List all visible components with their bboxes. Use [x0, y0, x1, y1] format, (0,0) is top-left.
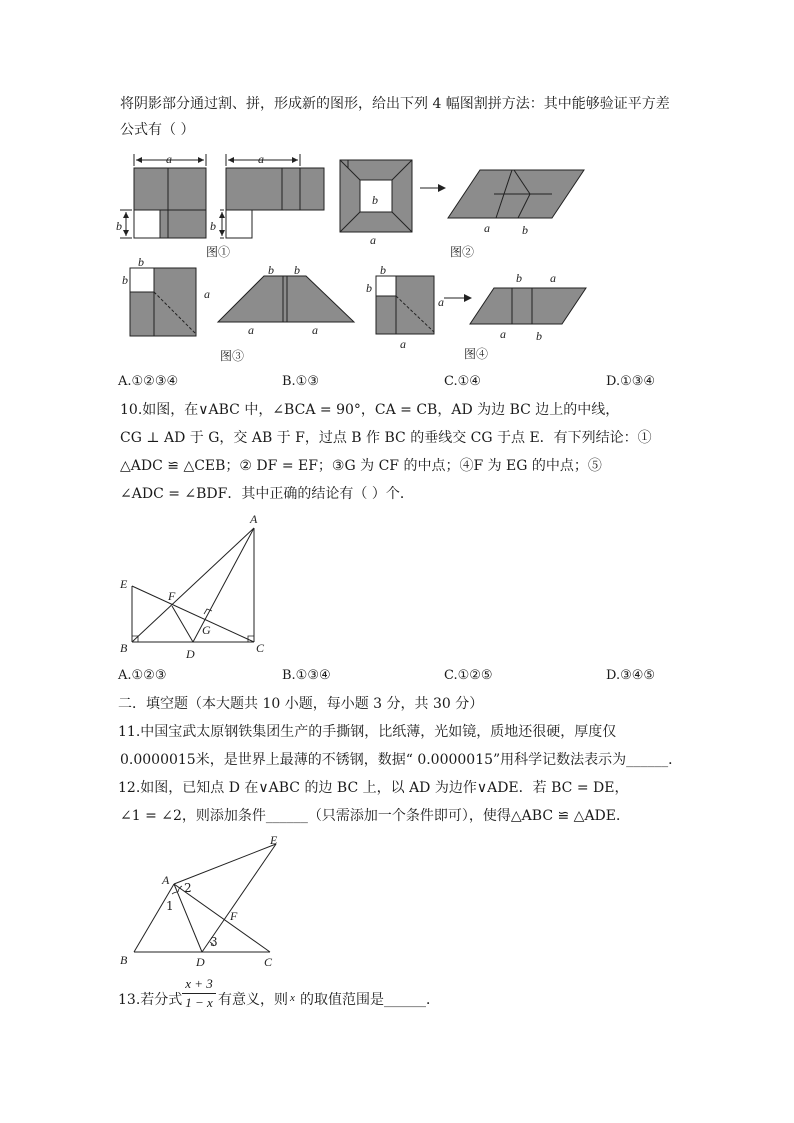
figure-1	[114, 150, 334, 260]
fig4-label-b: b	[380, 263, 386, 277]
q12-point-d: D	[196, 955, 205, 969]
fig2-label-b2: b	[522, 223, 528, 237]
q10-line3: △ADC ≌ △CEB；② DF = EF；③G 为 CF 的中点；④F 为 EG 的中点；⑤	[120, 458, 602, 474]
q9-option-c: C.①④	[444, 374, 481, 389]
fig3-label-b3: b	[268, 263, 274, 277]
q9-option-d: D.①③④	[606, 374, 656, 389]
q12-angle-3: 3	[210, 935, 218, 949]
fig4-label-a2: a	[400, 337, 406, 351]
q13-suffix-a: 有意义，则	[218, 992, 288, 1008]
fig4-label-b2: b	[366, 281, 372, 295]
q12-angle-2: 2	[184, 881, 192, 895]
fig4-label-a4: a	[500, 327, 506, 341]
fig4-caption: 图④	[464, 347, 489, 361]
q13-denominator: 1 − x	[185, 995, 213, 1010]
fig2-caption: 图②	[450, 245, 475, 259]
fig3-label-b4: b	[294, 263, 300, 277]
q12-point-e: E	[270, 833, 278, 847]
q9-line2: 公式有（ ）	[120, 122, 195, 138]
q13-prefix: 13.若分式	[118, 992, 183, 1008]
fig3-label-a: a	[204, 287, 210, 301]
q9-option-b: B.①③	[282, 374, 319, 389]
fig2-label-a2: a	[484, 221, 490, 235]
q10-line1: 10.如图，在∨ABC 中，∠BCA = 90°，CA = CB，AD 为边 BC 边上的中线，	[120, 402, 620, 418]
fig1-label-a: a	[166, 152, 172, 166]
fig3-label-a3: a	[312, 323, 318, 337]
q13-fraction	[182, 976, 216, 1011]
q12-figure	[116, 832, 296, 972]
figure-2	[334, 152, 594, 262]
figure-3	[116, 258, 366, 368]
q11-line2: 0.0000015米，是世界上最薄的不锈钢，数据“ 0.0000015”用科学记数法表示为______．	[120, 752, 683, 768]
fig4-label-a3: a	[550, 271, 556, 285]
q12-point-c: C	[264, 955, 273, 969]
q13-var: x	[290, 992, 295, 1004]
fig4-label-b3: b	[516, 271, 522, 285]
fig1-label-b2: b	[210, 219, 216, 233]
q13-suffix-b: 的取值范围是______．	[300, 992, 440, 1008]
q13-numerator: x + 3	[185, 976, 213, 991]
q12-point-f: F	[230, 909, 238, 923]
q9-line1: 将阴影部分通过割、拼，形成新的图形，给出下列 4 幅图割拼方法：其中能够验证平方差	[120, 96, 670, 112]
q10-option-c: C.①②⑤	[444, 668, 493, 683]
q10-point-b: B	[120, 641, 128, 655]
fig3-caption: 图③	[220, 349, 245, 363]
q12-line2: ∠1 = ∠2，则添加条件______（只需添加一个条件即可），使得△ABC ≌ △ADE．	[120, 808, 630, 824]
q10-point-g: G	[202, 623, 211, 637]
fig4-label-b4: b	[536, 329, 542, 343]
fig2-label-b: b	[372, 193, 378, 207]
q12-point-a: A	[162, 873, 170, 887]
q10-line2: CG ⊥ AD 于 G，交 AB 于 F，过点 B 作 BC 的垂线交 CG 于点 E．有下列结论：①	[120, 430, 652, 446]
q11-line1: 11.中国宝武太原钢铁集团生产的手撕钢，比纸薄，光如镜，质地还很硬，厚度仅	[118, 724, 617, 740]
q10-line4: ∠ADC = ∠BDF．其中正确的结论有（ ）个．	[120, 486, 414, 502]
section2-heading: 二．填空题（本大题共 10 小题，每小题 3 分，共 30 分）	[118, 696, 484, 712]
figure-4	[364, 262, 604, 372]
q10-point-f: F	[168, 589, 176, 603]
q10-point-e: E	[120, 577, 128, 591]
q10-point-a: A	[250, 512, 258, 526]
fig3-label-a2: a	[248, 323, 254, 337]
fig1-label-a2: a	[258, 152, 264, 166]
q10-figure	[116, 510, 276, 660]
q10-option-a: A.①②③	[118, 668, 167, 683]
q10-point-d: D	[186, 647, 195, 660]
fig2-label-a: a	[370, 233, 376, 247]
fig3-label-b2: b	[122, 273, 128, 287]
q10-option-b: B.①③④	[282, 668, 331, 683]
q12-line1: 12.如图，已知点 D 在∨ABC 的边 BC 上，以 AD 为边作∨ADE．若 BC = DE，	[118, 780, 629, 796]
q10-point-c: C	[256, 641, 265, 655]
q9-option-a: A.①②③④	[118, 374, 179, 389]
fig1-label-b: b	[116, 219, 122, 233]
fig1-caption: 图①	[206, 245, 231, 259]
q13-fraction-bar	[182, 993, 216, 994]
fig3-label-b: b	[138, 258, 144, 269]
q12-point-b: B	[120, 953, 128, 967]
q12-angle-1: 1	[166, 899, 174, 913]
fig4-label-a: a	[438, 295, 444, 309]
q10-option-d: D.③④⑤	[606, 668, 656, 683]
